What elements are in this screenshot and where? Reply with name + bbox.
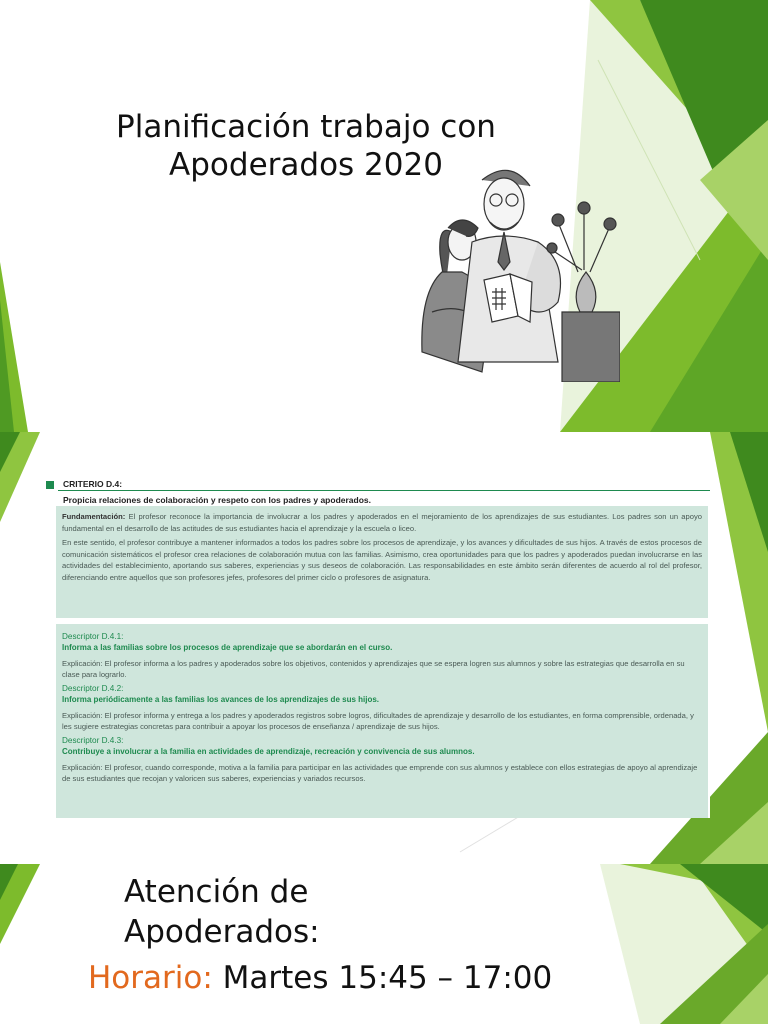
fundamentacion-box xyxy=(56,506,708,618)
descriptor-title: Informa periódicamente a las familias los avances de los aprendizajes de sus hijos. xyxy=(62,695,380,704)
slide-title-text: Planificación trabajo con Apoderados 2020 xyxy=(116,109,496,183)
criterion-title: Propicia relaciones de colaboración y respeto con los padres y apoderados. xyxy=(63,495,371,505)
fundamentacion-text: El profesor reconoce la importancia de involucrar a los padres y apoderados en el mejoramiento de los aprendizajes de sus estudiantes. Los padres son un apoyo fundamental en el desarrollo de las actitudes de sus estudiantes hacia el aprendizaje y la escuela o liceo. xyxy=(62,512,702,533)
fundamentacion-label: Fundamentación: xyxy=(62,512,126,521)
descriptor-id: Descriptor D.4.2: xyxy=(62,684,124,693)
parents-reading-illustration xyxy=(412,162,620,382)
criterion-header xyxy=(46,477,710,505)
slide-attention xyxy=(0,864,768,1024)
slide-criterion xyxy=(0,432,768,864)
descriptor-id: Descriptor D.4.3: xyxy=(62,736,124,745)
descriptor-title: Informa a las familias sobre los procesos de aprendizaje que se abordarán en el curso. xyxy=(62,643,393,652)
criterion-document xyxy=(44,468,710,818)
descriptor-explanation: Explicación: El profesor informa y entrega a los padres y apoderados registros sobre logros, dificultades de aprendizaje y desarrollo de los estudiantes, en forma comprensible, ordenada, y les sugiere estrategias concretas para contribuir a apoyar los procesos de enseñanza / aprendizaje de sus hijos. xyxy=(62,711,694,731)
descriptor-explanation: Explicación: El profesor, cuando corresponde, motiva a la familia para participar en las actividades que emprende con sus alumnos y establece con ellos estrategias de apoyo al aprendizaje de sus estudiantes que recojan y valoricen sus saberes, experiencias y variados recursos. xyxy=(62,763,698,783)
descriptor-explanation: Explicación: El profesor informa a los padres y apoderados sobre los objetivos, contenidos y aprendizajes que se espera logren sus alumnos y sobre las estrategias que desarrolla en su clase para lograrlo. xyxy=(62,659,685,679)
criterion-marker-icon xyxy=(46,481,54,489)
schedule-value: Martes 15:45 – 17:00 xyxy=(212,960,553,996)
schedule-line xyxy=(88,958,552,998)
descriptors-box xyxy=(56,624,708,818)
green-facet-decoration xyxy=(0,0,768,432)
fundamentacion-paragraph2: En este sentido, el profesor contribuye a mantener informados a todos los padres sobre los procesos de aprendizaje, y los avances y dificultades de sus hijos. A través de estos procesos de comunicación sistemáticos el profesor crea relaciones de colaboración mutua con las familias. Asimismo, crea oportunidades para que los padres y apoderados puedan involucrarse en las actividades del establecimiento, aportando sus saberes, experiencias y sus deseos de colaboración. Las responsabilidades en este ámbito serán diferentes de acuerdo al rol del profesor, diferenciando entre aquellos que son profesores jefes, profesores del primer ciclo o profesores de asignatura. xyxy=(62,538,702,582)
green-facet-decoration xyxy=(0,864,768,1024)
attention-heading xyxy=(124,872,320,952)
schedule-label: Horario: xyxy=(88,960,213,996)
criterion-id: CRITERIO D.4: xyxy=(63,479,123,489)
descriptor-id: Descriptor D.4.1: xyxy=(62,632,124,641)
criterion-rule xyxy=(58,490,710,491)
attention-line1: Atención de xyxy=(124,874,309,910)
descriptor-title: Contribuye a involucrar a la familia en actividades de aprendizaje, recreación y convivencia de sus alumnos. xyxy=(62,747,475,756)
attention-line2: Apoderados: xyxy=(124,914,320,950)
slide-title xyxy=(0,0,768,432)
